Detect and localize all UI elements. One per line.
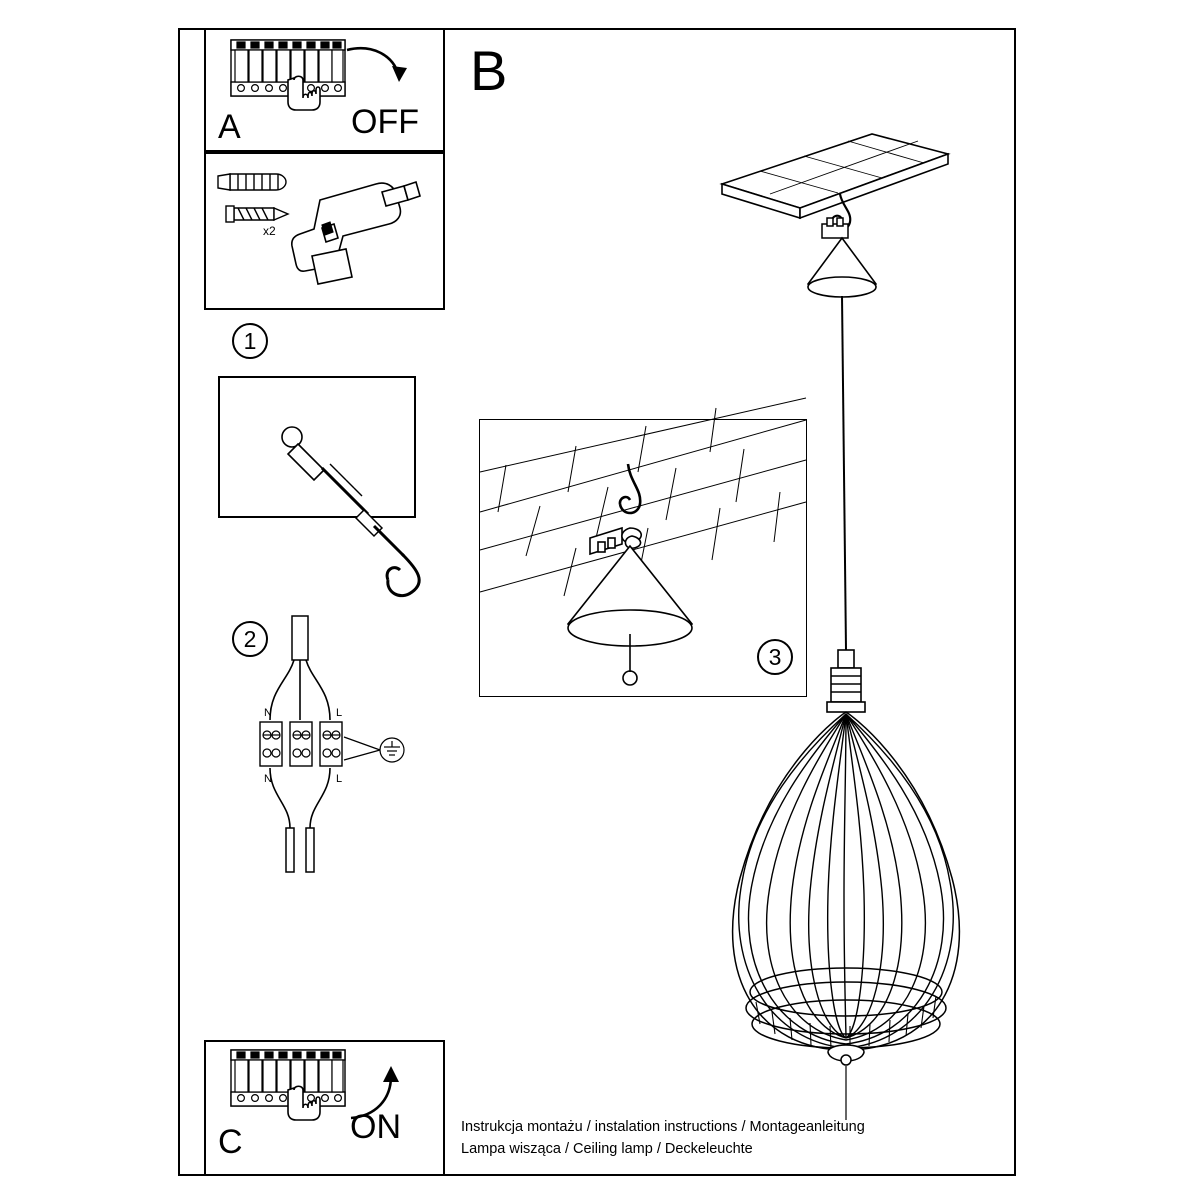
step-2-number: 2 — [232, 621, 268, 657]
step-3-number: 3 — [757, 639, 793, 675]
caption-line-1: Instrukcja montażu / instalation instructions / Montageanleitung — [461, 1119, 865, 1135]
drill-and-wall-plugs-icon — [212, 160, 442, 302]
step-a-letter: A — [218, 108, 241, 146]
step-b-letter: B — [470, 39, 508, 102]
ceiling-lamp-overview-icon — [700, 120, 990, 1120]
step-1-number: 1 — [232, 323, 268, 359]
hook-screw-icon — [278, 420, 458, 610]
svg-text:L: L — [336, 773, 343, 785]
svg-text:N: N — [264, 773, 272, 785]
step-c-action-label: ON — [350, 1108, 401, 1146]
step-a-action-label: OFF — [351, 103, 419, 141]
step-1-quantity: x2 — [263, 224, 276, 238]
fuse-box-switch-on-icon — [225, 1046, 425, 1156]
svg-text:L: L — [336, 707, 343, 719]
caption-line-2: Lampa wisząca / Ceiling lamp / Deckeleuchte — [461, 1141, 753, 1157]
svg-text:N: N — [264, 707, 272, 719]
fuse-box-switch-off-icon — [225, 36, 425, 146]
terminal-block-wiring-icon — [256, 610, 416, 900]
step-c-letter: C — [218, 1123, 243, 1161]
